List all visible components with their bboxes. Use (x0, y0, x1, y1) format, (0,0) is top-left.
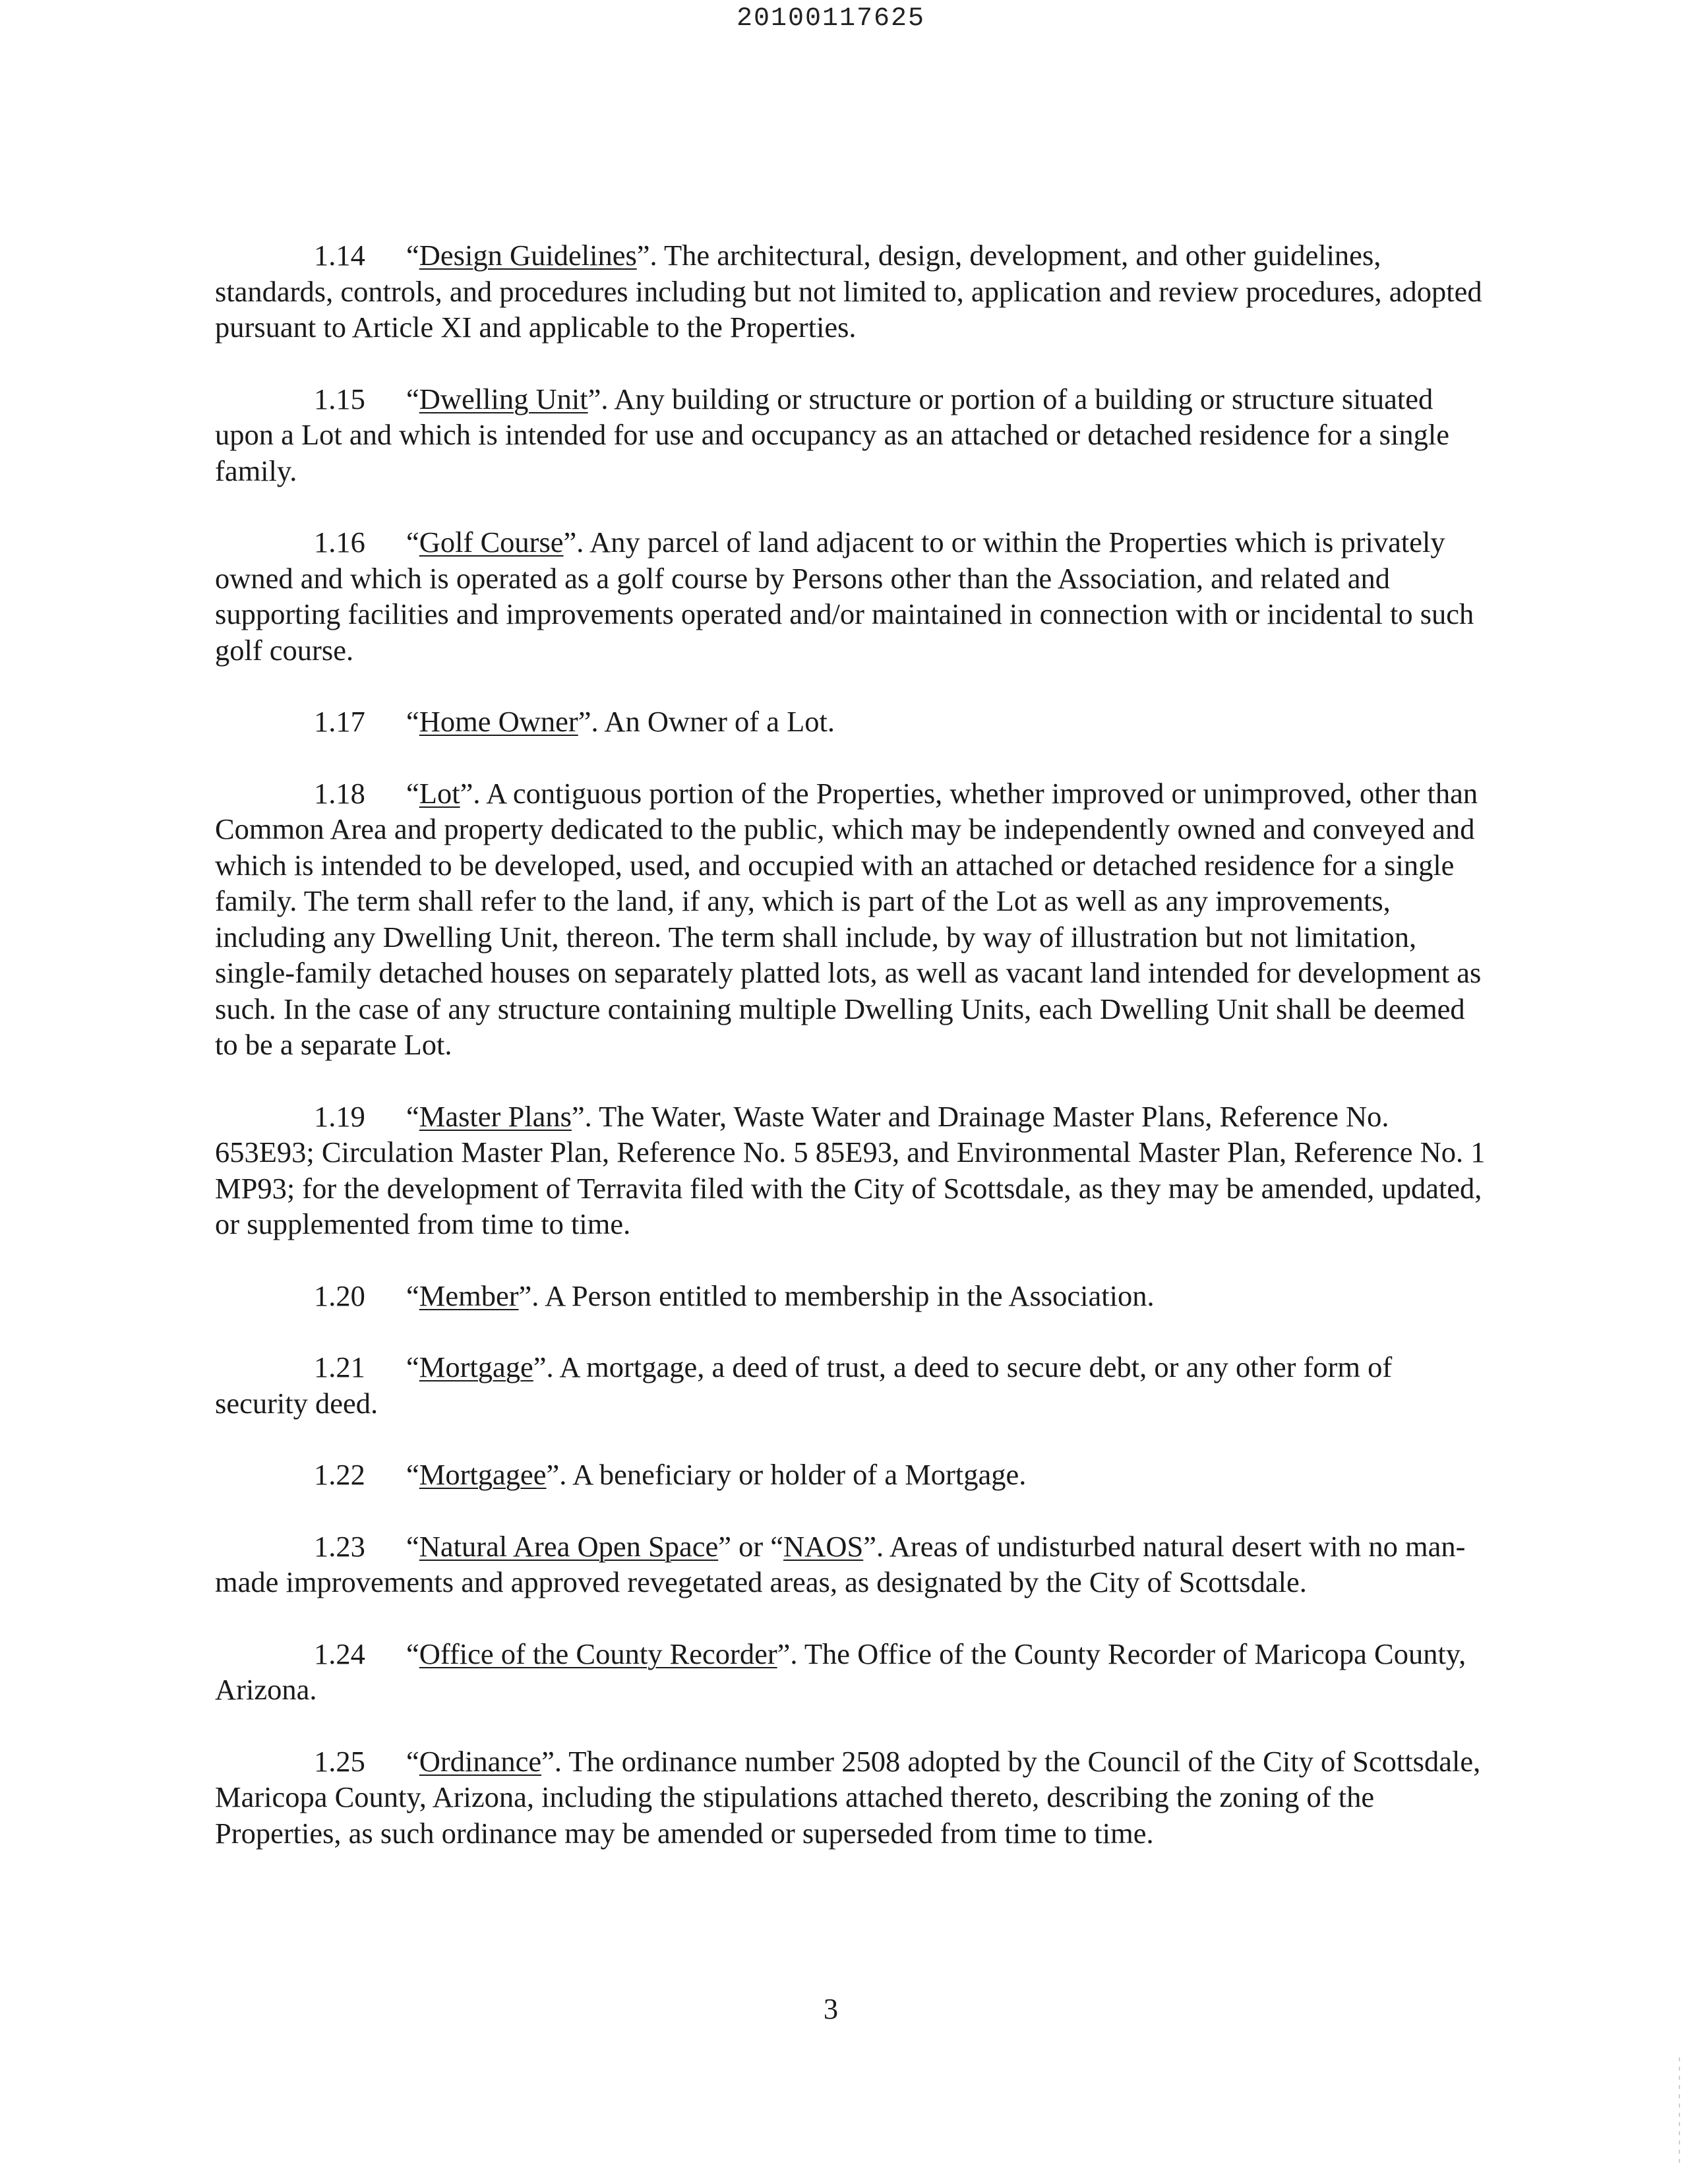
definition-1-20: 1.20 “Member”. A Person entitled to membership in the Association. (215, 1278, 1488, 1314)
defined-term: Master Plans (419, 1099, 572, 1133)
definition-text: A mortgage, a deed of trust, a deed to secure debt, or any other form of security deed. (215, 1350, 1393, 1420)
definition-text: The Office of the County Recorder of Maricopa County, Arizona. (215, 1637, 1466, 1706)
section-number: 1.14 (314, 239, 365, 272)
definition-1-25: 1.25 “Ordinance”. The ordinance number 2508 adopted by the Council of the City of Scottsdale, Maricopa County, Arizona, including the stipulations attached thereto, describing the zoning of the Properties, as such ordinance may be amended or superseded from time to time. (215, 1744, 1481, 1850)
section-number: 1.25 (314, 1744, 365, 1778)
recording-number: 20100117625 (736, 4, 926, 34)
definition-text: Any parcel of land adjacent to or within the Properties which is privately owned and which is operated as a golf course by Persons other than the Association, and related and supporting facilities and improvements operated and/or maintained in connection with or incidental to such golf course. (215, 526, 1474, 667)
definition-1-23: 1.23 “Natural Area Open Space” or “NAOS”. Areas of undisturbed natural desert with no man-made improvements and approved revegetated areas, as designated by the City of Scottsdale. (215, 1529, 1466, 1598)
definition-text: The ordinance number 2508 adopted by the Council of the City of Scottsdale, Maricopa County, Arizona, including the stipulations attached thereto, describing the zoning of the Properties, as such ordinance may be amended or superseded from time to time. (215, 1744, 1481, 1850)
defined-term: Dwelling Unit (419, 382, 588, 415)
scan-margin-mark (1679, 2057, 1680, 2163)
defined-term: Design Guidelines (419, 239, 637, 272)
section-number: 1.18 (314, 776, 365, 810)
definition-text: A contiguous portion of the Properties, whether improved or unimproved, other than Common Area and property dedicated to the public, which may be independently owned and conveyed and which is intended to be developed, used, and occupied with an attached or detached residence for a single family. The term shall refer to the land, if any, which is part of the Lot as well as any improvements, including any Dwelling Unit, thereon. The term shall include, by way of illustration but not limitation, single-family detached houses on separately platted lots, as well as vacant land intended for development as such. In the case of any structure containing multiple Dwelling Units, each Dwelling Unit shall be deemed to be a separate Lot. (215, 776, 1482, 1061)
defined-term: Lot (419, 776, 460, 810)
definition-1-21: 1.21 “Mortgage”. A mortgage, a deed of trust, a deed to secure debt, or any other form of security deed. (215, 1350, 1393, 1420)
definitions-body (215, 237, 1488, 1887)
section-number: 1.19 (314, 1099, 365, 1133)
definition-text: A beneficiary or holder of a Mortgage. (566, 1458, 1027, 1491)
definition-1-14: 1.14 “Design Guidelines”. The architectural, design, development, and other guidelines, standards, controls, and procedures including but not limited to, application and review procedures, adopted pursuant to Article XI and applicable to the Properties. (215, 239, 1482, 344)
section-number: 1.16 (314, 526, 365, 559)
definition-1-22: 1.22 “Mortgagee”. A beneficiary or holder of a Mortgage. (215, 1457, 1488, 1493)
section-number: 1.24 (314, 1637, 365, 1670)
defined-term: Natural Area Open Space (419, 1529, 719, 1563)
definition-1-19: 1.19 “Master Plans”. The Water, Waste Water and Drainage Master Plans, Reference No. 653E93; Circulation Master Plan, Reference No. 5 85E93, and Environmental Master Plan, Reference No. 1 MP93; for the development of Terravita filed with the City of Scottsdale, as they may be amended, updated, or supplemented from time to time. (215, 1099, 1486, 1240)
defined-term: Home Owner (419, 705, 578, 738)
definition-1-24: 1.24 “Office of the County Recorder”. The Office of the County Recorder of Maricopa County, Arizona. (215, 1637, 1466, 1706)
section-number: 1.20 (314, 1279, 365, 1312)
definition-1-18: 1.18 “Lot”. A contiguous portion of the Properties, whether improved or unimproved, other than Common Area and property dedicated to the public, which may be independently owned and conveyed and which is intended to be developed, used, and occupied with an attached or detached residence for a single family. The term shall refer to the land, if any, which is part of the Lot as well as any improvements, including any Dwelling Unit, thereon. The term shall include, by way of illustration but not limitation, single-family detached houses on separately platted lots, as well as vacant land intended for development as such. In the case of any structure containing multiple Dwelling Units, each Dwelling Unit shall be deemed to be a separate Lot. (215, 776, 1482, 1061)
section-number: 1.17 (314, 705, 365, 738)
section-number: 1.23 (314, 1529, 365, 1563)
defined-term: Mortgagee (419, 1458, 547, 1491)
section-number: 1.22 (314, 1458, 365, 1491)
defined-term: Member (419, 1279, 519, 1312)
definition-text: Any building or structure or portion of a building or structure situated upon a Lot and which is intended for use and occupancy as an attached or detached residence for a single family. (215, 382, 1449, 487)
defined-term: Golf Course (419, 526, 564, 559)
definition-text: An Owner of a Lot. (598, 705, 835, 738)
definition-1-15: 1.15 “Dwelling Unit”. Any building or structure or portion of a building or structure situated upon a Lot and which is intended for use and occupancy as an attached or detached residence for a single family. (215, 382, 1449, 487)
defined-term-abbreviation: NAOS (783, 1529, 864, 1563)
definition-text: The architectural, design, development, and other guidelines, standards, controls, and procedures including but not limited to, application and review procedures, adopted pursuant to Article XI and applicable to the Properties. (215, 239, 1482, 344)
definition-text: The Water, Waste Water and Drainage Master Plans, Reference No. 653E93; Circulation Master Plan, Reference No. 5 85E93, and Environmental Master Plan, Reference No. 1 MP93; for the development of Terravita filed with the City of Scottsdale, as they may be amended, updated, or supplemented from time to time. (215, 1099, 1486, 1240)
definition-1-17: 1.17 “Home Owner”. An Owner of a Lot. (215, 704, 1488, 740)
section-number: 1.15 (314, 382, 365, 415)
page-number: 3 (823, 1992, 839, 2025)
defined-term: Office of the County Recorder (419, 1637, 777, 1670)
definition-text: A Person entitled to membership in the Association. (539, 1279, 1155, 1312)
section-number: 1.21 (314, 1350, 365, 1383)
defined-term: Ordinance (419, 1744, 542, 1778)
definition-text: Areas of undisturbed natural desert with no man-made improvements and approved revegetated areas, as designated by the City of Scottsdale. (215, 1529, 1466, 1598)
definition-1-16: 1.16 “Golf Course”. Any parcel of land adjacent to or within the Properties which is privately owned and which is operated as a golf course by Persons other than the Association, and related and supporting facilities and improvements operated and/or maintained in connection with or incidental to such golf course. (215, 526, 1474, 667)
defined-term: Mortgage (419, 1350, 533, 1383)
